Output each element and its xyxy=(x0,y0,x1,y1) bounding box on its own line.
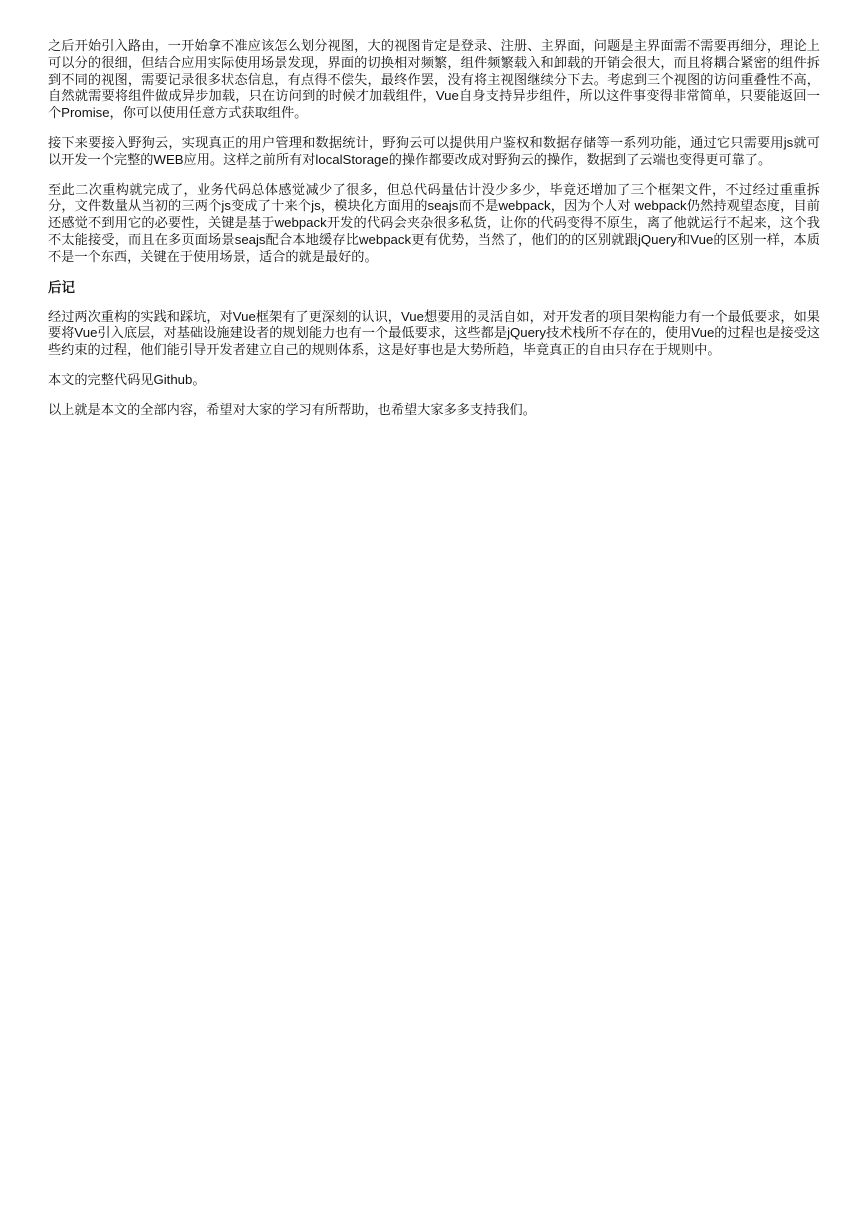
paragraph-source-code: 本文的完整代码见Github。 xyxy=(48,371,206,387)
paragraph-refactor-summary: 至此二次重构就完成了，业务代码总体感觉减少了很多，但总代码量估计没少多少，毕竟还增加了三个框架文件，不过经过重重拆分，文件数量从当初的三两个js变成了十来个js，模块化方面用的seajs而不是webpack，因为个人对 webpack仍然持观望态度，目前还感觉不到用它的必要性，关键是基于webpack开发的代码会夹杂很多私货，让你的代码变得不原生，离了他就运行不起来，这个我不太能接受，而且在多页面场景seajs配合本地缓存比webpack更有优势，当然了，他们的的区别就跟jQuery和Vue的区别一样，本质不是一个东西，关键在于使用场景，适合的就是最好的。 xyxy=(48,181,820,264)
article-body xyxy=(48,38,820,432)
paragraph-routing: 之后开始引入路由，一开始拿不准应该怎么划分视图，大的视图肯定是登录、注册、主界面，问题是主界面需不需要再细分，理论上可以分的很细，但结合应用实际使用场景发现，界面的切换相对频繁，组件频繁载入和卸载的开销会很大，而且将耦合紧密的组件拆到不同的视图，需要记录很多状态信息，有点得不偿失，最终作罢，没有将主视图继续分下去。考虑到三个视图的访问重叠性不高，自然就需要将组件做成异步加载，只在访问到的时候才加载组件，Vue自身支持异步组件，所以这件事变得非常简单，只要能返回一个Promise，你可以使用任意方式获取组件。 xyxy=(48,38,820,121)
paragraph-closing: 以上就是本文的全部内容，希望对大家的学习有所帮助，也希望大家多多支持我们。 xyxy=(48,401,536,417)
section-heading-postscript: 后记 xyxy=(48,279,75,295)
paragraph-postscript: 经过两次重构的实践和踩坑，对Vue框架有了更深刻的认识，Vue想要用的灵活自如，对开发者的项目架构能力有一个最低要求，如果要将Vue引入底层，对基础设施建设者的规划能力也有一个最低要求，这些都是jQuery技术栈所不存在的，使用Vue的过程也是接受这些约束的过程，他们能引导开发者建立自己的规则体系，这是好事也是大势所趋，毕竟真正的自由只存在于规则中。 xyxy=(48,308,820,358)
paragraph-wilddog-cloud: 接下来要接入野狗云，实现真正的用户管理和数据统计，野狗云可以提供用户鉴权和数据存储等一系列功能，通过它只需要用js就可以开发一个完整的WEB应用。这样之前所有对localStorage的操作都要改成对野狗云的操作，数据到了云端也变得更可靠了。 xyxy=(48,134,820,167)
